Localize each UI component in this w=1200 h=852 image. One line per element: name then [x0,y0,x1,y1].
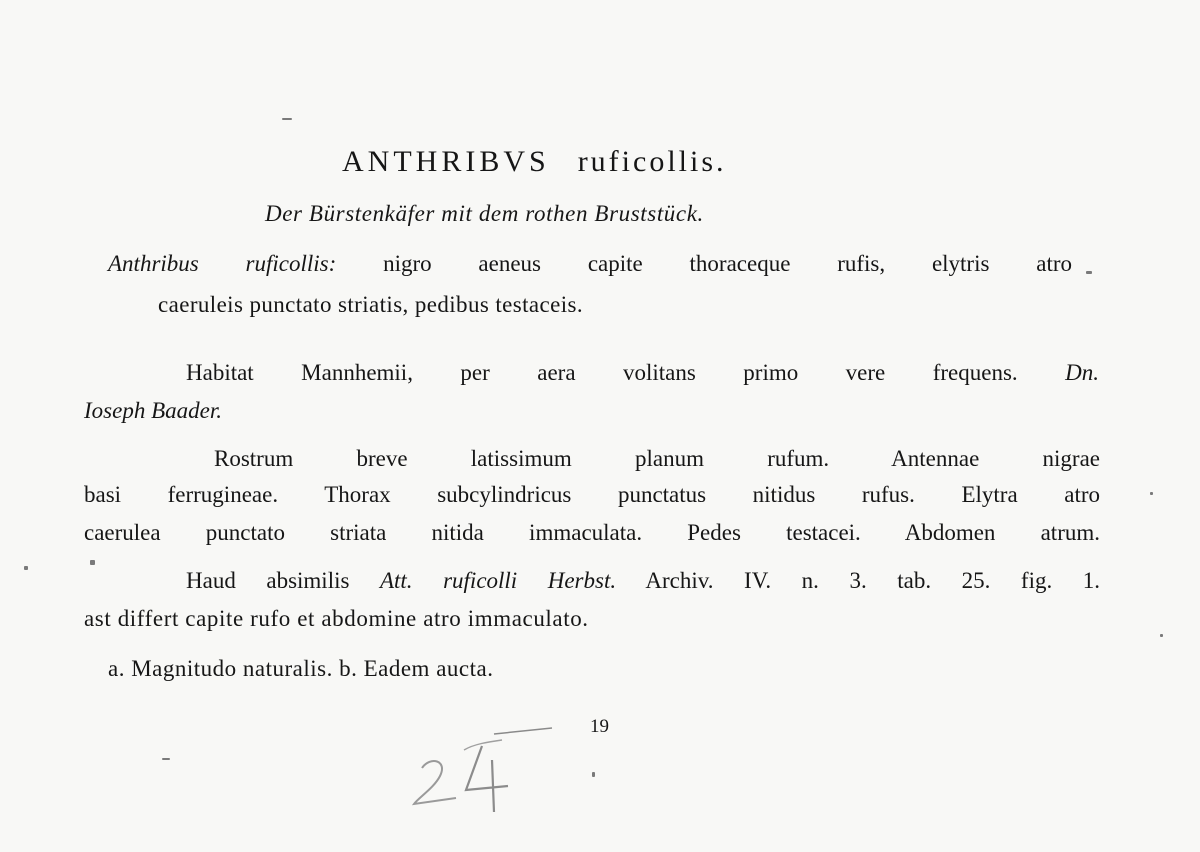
comparison-text-b: Archiv. IV. n. 3. tab. 25. fig. 1. [645,568,1100,593]
paper-speck [1086,271,1092,274]
diagnosis-line-2: caeruleis punctato striatis, pedibus testaceis. [158,292,584,317]
comparison-line-1 [186,567,1100,595]
page-number: 19 [590,716,609,737]
comparison-text-a: Haud absimilis [186,568,350,593]
paper-speck [592,772,595,777]
paper-speck [162,758,170,760]
paper-speck [1160,634,1163,637]
description-line-3: caerulea punctato striata nitida immaculata. Pedes testacei. Abdomen atrum. [84,520,1100,545]
handwritten-note [404,720,564,825]
comparison-line-2: ast differt capite rufo et abdomine atro immaculato. [84,606,589,631]
paper-speck [1150,492,1153,495]
species-name: Anthribus ruficollis: [108,251,337,276]
pencil-scribble-icon [404,720,564,820]
diagnosis-line-1 [108,250,1072,278]
paper-speck [282,118,292,120]
description-line-2: basi ferrugineae. Thorax subcylindricus punctatus nitidus rufus. Elytra atro [84,482,1100,507]
page-title [342,145,727,178]
title-species: ruficollis. [577,145,727,178]
comparison-reference: Att. ruficolli Herbst. [379,568,617,593]
figure-caption: a. Magnitudo naturalis. b. Eadem aucta. [108,656,494,681]
habitat-text-1: Habitat Mannhemii, per aera volitans primo vere frequens. [186,360,1018,385]
habitat-line-1 [186,359,1099,387]
paper-speck [24,566,28,570]
habitat-line-2: Ioseph Baader. [84,398,222,423]
diagnosis-text-1: nigro aeneus capite thoraceque rufis, elytris atro [383,251,1072,276]
description-line-1: Rostrum breve latissimum planum rufum. Antennae nigrae [214,446,1100,471]
german-subtitle: Der Bürstenkäfer mit dem rothen Bruststück. [265,201,704,226]
title-genus: ANTHRIBVS [342,145,550,178]
paper-speck [90,560,95,565]
habitat-collector-prefix: Dn. [1065,360,1100,385]
